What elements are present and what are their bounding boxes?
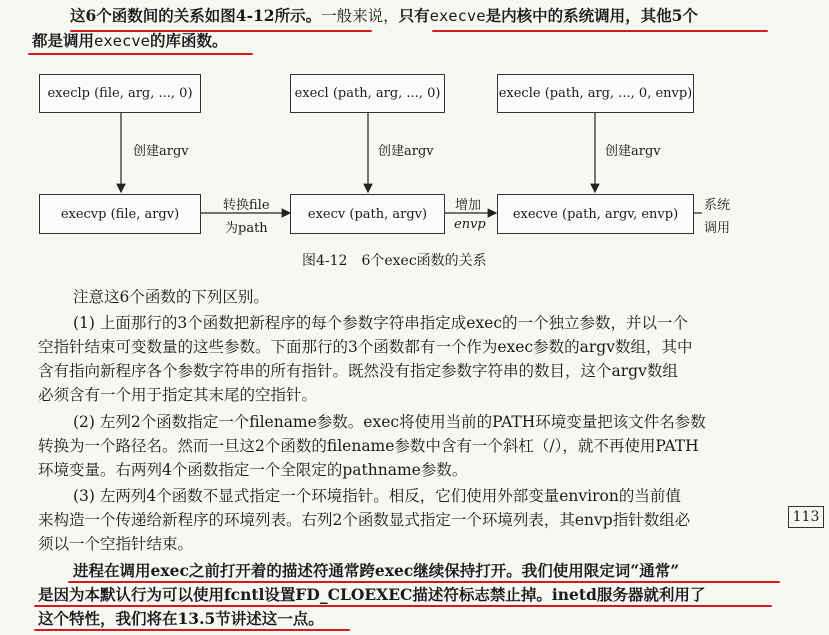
paragraph-1-line-3: 含有指向新程序各个参数字符串的所有指针。既然没有指定参数字符串的数目，这个argv数组 [38, 362, 678, 380]
underline [34, 605, 772, 607]
paragraph-2-line-1: (2) 左列2个函数指定一个filename参数。exec将使用当前的PATH环境变量把该文件名参数 [73, 413, 706, 431]
execv-box: execv (path, argv) [290, 194, 445, 234]
execve-box: execve (path, argv, envp) [497, 194, 694, 234]
label-system: 系统 [704, 198, 731, 213]
page-number: 113 [788, 506, 824, 528]
paragraph-1-line-1: (1) 上面那行的3个函数把新程序的每个参数字符串指定成exec的一个独立参数，并以一个 [73, 314, 689, 332]
paragraph-4-line-2: 是因为本默认行为可以使用fcntl设置FD_CLOEXEC描述符标志禁止掉。inetd服务器就利用了 [38, 585, 706, 604]
paragraph-4-line-1: 进程在调用exec之前打开着的描述符通常跨exec继续保持打开。我们使用限定词“通常” [73, 561, 680, 580]
paragraph-1-line-4: 必须含有一个用于指定其末尾的空指针。 [38, 386, 318, 404]
label-add: 增加 [455, 198, 482, 213]
paragraph-2-line-3: 环境变量。右两列4个函数指定一个全限定的pathname参数。 [38, 461, 468, 479]
intro-line-1: 这6个函数间的关系如图4-12所示。一般来说，只有execve是内核中的系统调用，其他5个 [70, 6, 698, 25]
intro-line-2: 都是调用execve的库函数。 [32, 31, 228, 50]
paragraph-4-line-3: 这个特性，我们将在13.5节讲述这一点。 [38, 609, 324, 628]
paragraph-3-line-1: (3) 左两列4个函数不显式指定一个环境指针。相反，它们使用外部变量environ的当前值 [73, 487, 681, 505]
execvp-box: execvp (file, argv) [39, 194, 201, 234]
label-convert-path: 为path [225, 221, 268, 236]
label-convert-file: 转换file [223, 198, 270, 213]
figure-caption: 图4-12 6个exec函数的关系 [302, 253, 487, 269]
execlp-box: execlp (file, arg, ..., 0) [39, 74, 201, 113]
paragraph-3-line-2: 来构造一个传递给新程序的环境列表。右列2个函数显式指定一个环境列表，其envp指针数组必 [38, 511, 691, 529]
label-build-argv: 创建argv [605, 144, 661, 159]
paragraph-1-line-2: 空指针结束可变数量的这些参数。下面那行的3个函数都有一个作为exec参数的argv数组，其中 [38, 338, 693, 356]
underline [68, 581, 780, 583]
execl-box: execl (path, arg, ..., 0) [290, 74, 445, 113]
underline [34, 629, 350, 631]
label-build-argv: 创建argv [378, 144, 434, 159]
paragraph-0: 注意这6个函数的下列区别。 [73, 288, 269, 306]
paragraph-2-line-2: 转换为一个路径名。然而一旦这2个函数的filename参数中含有一个斜杠（/），就不再使用PATH [38, 437, 699, 455]
execle-box: execle (path, arg, ..., 0, envp) [497, 74, 694, 113]
label-build-argv: 创建argv [133, 144, 189, 159]
paragraph-3-line-3: 须以一个空指针结束。 [38, 535, 194, 553]
label-envp: envp [454, 217, 486, 232]
label-call: 调用 [704, 221, 731, 236]
